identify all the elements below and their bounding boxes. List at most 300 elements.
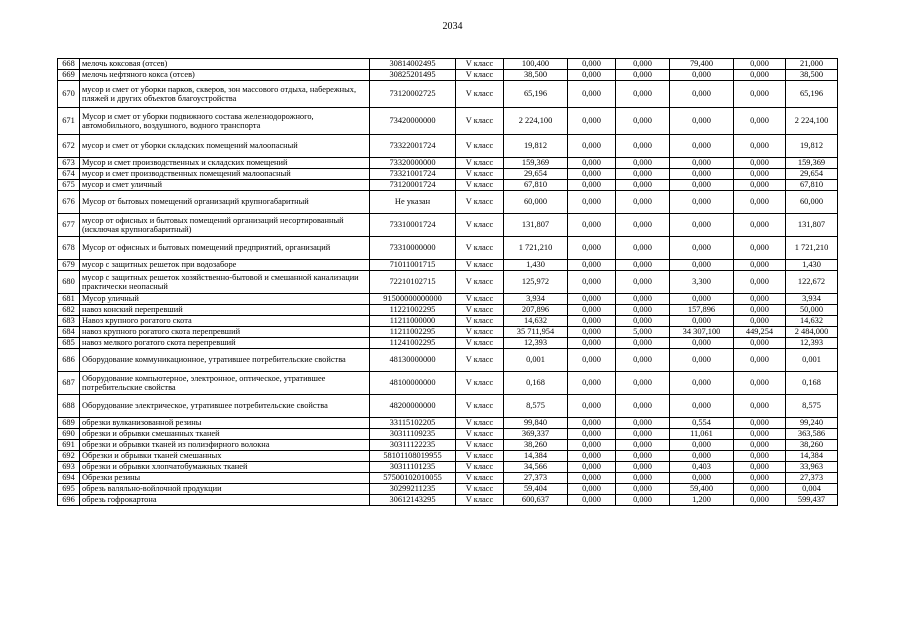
hazard-class-cell: V класс bbox=[456, 108, 504, 135]
hazard-class-cell: V класс bbox=[456, 135, 504, 158]
value-3-cell: 0,000 bbox=[616, 473, 670, 484]
row-number-cell: 669 bbox=[58, 70, 80, 81]
waste-name-cell: обрезки и обрывки хлопчатобумажных тканей bbox=[80, 462, 370, 473]
table-row bbox=[58, 451, 838, 462]
value-3-cell: 0,000 bbox=[616, 484, 670, 495]
table-row bbox=[58, 473, 838, 484]
value-6-cell: 122,672 bbox=[786, 271, 838, 294]
waste-name-cell: мусор и смет от уборки парков, скверов, зон массового отдыха, набережных, пляжей и других объектов благоустройства bbox=[80, 81, 370, 108]
waste-name-cell: Оборудование компьютерное, электронное, оптическое, утратившее потребительские свойства bbox=[80, 372, 370, 395]
value-6-cell: 363,586 bbox=[786, 429, 838, 440]
table-row bbox=[58, 484, 838, 495]
value-4-cell: 0,000 bbox=[670, 316, 734, 327]
value-5-cell: 0,000 bbox=[734, 440, 786, 451]
waste-code-cell: 58101108019955 bbox=[370, 451, 456, 462]
waste-code-cell: 91500000000000 bbox=[370, 294, 456, 305]
value-6-cell: 99,240 bbox=[786, 418, 838, 429]
row-number-cell: 679 bbox=[58, 260, 80, 271]
waste-name-cell: обрезки и обрывки смешанных тканей bbox=[80, 429, 370, 440]
value-1-cell: 12,393 bbox=[504, 338, 568, 349]
waste-code-cell: 33115102205 bbox=[370, 418, 456, 429]
value-4-cell: 0,000 bbox=[670, 440, 734, 451]
row-number-cell: 692 bbox=[58, 451, 80, 462]
value-6-cell: 2 484,000 bbox=[786, 327, 838, 338]
row-number-cell: 696 bbox=[58, 495, 80, 506]
hazard-class-cell: V класс bbox=[456, 473, 504, 484]
waste-name-cell: навоз мелкого рогатого скота перепревший bbox=[80, 338, 370, 349]
value-6-cell: 27,373 bbox=[786, 473, 838, 484]
row-number-cell: 688 bbox=[58, 395, 80, 418]
hazard-class-cell: V класс bbox=[456, 271, 504, 294]
value-3-cell: 0,000 bbox=[616, 158, 670, 169]
row-number-cell: 678 bbox=[58, 237, 80, 260]
value-3-cell: 0,000 bbox=[616, 418, 670, 429]
value-6-cell: 38,500 bbox=[786, 70, 838, 81]
value-3-cell: 0,000 bbox=[616, 294, 670, 305]
waste-name-cell: мусор с защитных решеток при водозаборе bbox=[80, 260, 370, 271]
value-1-cell: 65,196 bbox=[504, 81, 568, 108]
value-1-cell: 29,654 bbox=[504, 169, 568, 180]
value-5-cell: 0,000 bbox=[734, 495, 786, 506]
waste-code-cell: 48130000000 bbox=[370, 349, 456, 372]
value-6-cell: 12,393 bbox=[786, 338, 838, 349]
waste-name-cell: Обрезки и обрывки тканей смешанных bbox=[80, 451, 370, 462]
waste-code-cell: 30814002495 bbox=[370, 59, 456, 70]
value-4-cell: 0,000 bbox=[670, 70, 734, 81]
waste-code-cell: 30311109235 bbox=[370, 429, 456, 440]
value-5-cell: 0,000 bbox=[734, 429, 786, 440]
value-1-cell: 600,637 bbox=[504, 495, 568, 506]
value-3-cell: 0,000 bbox=[616, 451, 670, 462]
table-row bbox=[58, 169, 838, 180]
table-row bbox=[58, 158, 838, 169]
waste-name-cell: Обрезки резины bbox=[80, 473, 370, 484]
value-2-cell: 0,000 bbox=[568, 429, 616, 440]
waste-code-cell: 73310000000 bbox=[370, 237, 456, 260]
value-4-cell: 79,400 bbox=[670, 59, 734, 70]
value-5-cell: 0,000 bbox=[734, 484, 786, 495]
value-4-cell: 0,000 bbox=[670, 395, 734, 418]
value-5-cell: 0,000 bbox=[734, 81, 786, 108]
waste-code-cell: 73321001724 bbox=[370, 169, 456, 180]
waste-name-cell: Оборудование коммуникационное, утратившее потребительские свойства bbox=[80, 349, 370, 372]
waste-code-cell: 73322001724 bbox=[370, 135, 456, 158]
value-5-cell: 0,000 bbox=[734, 59, 786, 70]
row-number-cell: 691 bbox=[58, 440, 80, 451]
table-row bbox=[58, 316, 838, 327]
row-number-cell: 675 bbox=[58, 180, 80, 191]
value-4-cell: 0,000 bbox=[670, 158, 734, 169]
hazard-class-cell: V класс bbox=[456, 70, 504, 81]
row-number-cell: 682 bbox=[58, 305, 80, 316]
waste-name-cell: обрезь гофрокартона bbox=[80, 495, 370, 506]
waste-code-cell: 57500102010055 bbox=[370, 473, 456, 484]
hazard-class-cell: V класс bbox=[456, 327, 504, 338]
hazard-class-cell: V класс bbox=[456, 338, 504, 349]
value-6-cell: 599,437 bbox=[786, 495, 838, 506]
value-2-cell: 0,000 bbox=[568, 495, 616, 506]
value-4-cell: 0,554 bbox=[670, 418, 734, 429]
value-5-cell: 0,000 bbox=[734, 316, 786, 327]
value-2-cell: 0,000 bbox=[568, 462, 616, 473]
value-5-cell: 0,000 bbox=[734, 214, 786, 237]
value-6-cell: 2 224,100 bbox=[786, 108, 838, 135]
value-3-cell: 0,000 bbox=[616, 440, 670, 451]
hazard-class-cell: V класс bbox=[456, 395, 504, 418]
value-1-cell: 59,404 bbox=[504, 484, 568, 495]
value-5-cell: 0,000 bbox=[734, 372, 786, 395]
value-3-cell: 0,000 bbox=[616, 180, 670, 191]
value-3-cell: 0,000 bbox=[616, 169, 670, 180]
value-2-cell: 0,000 bbox=[568, 59, 616, 70]
value-5-cell: 0,000 bbox=[734, 395, 786, 418]
hazard-class-cell: V класс bbox=[456, 349, 504, 372]
value-2-cell: 0,000 bbox=[568, 338, 616, 349]
waste-name-cell: мусор от офисных и бытовых помещений организаций несортированный (исключая крупногабаритный) bbox=[80, 214, 370, 237]
value-6-cell: 0,004 bbox=[786, 484, 838, 495]
value-1-cell: 19,812 bbox=[504, 135, 568, 158]
table-row bbox=[58, 349, 838, 372]
value-2-cell: 0,000 bbox=[568, 108, 616, 135]
value-5-cell: 0,000 bbox=[734, 70, 786, 81]
table-row bbox=[58, 260, 838, 271]
value-6-cell: 60,000 bbox=[786, 191, 838, 214]
row-number-cell: 677 bbox=[58, 214, 80, 237]
row-number-cell: 695 bbox=[58, 484, 80, 495]
value-4-cell: 0,000 bbox=[670, 260, 734, 271]
value-4-cell: 157,896 bbox=[670, 305, 734, 316]
value-1-cell: 159,369 bbox=[504, 158, 568, 169]
value-5-cell: 0,000 bbox=[734, 108, 786, 135]
value-3-cell: 0,000 bbox=[616, 81, 670, 108]
value-4-cell: 0,000 bbox=[670, 214, 734, 237]
value-2-cell: 0,000 bbox=[568, 180, 616, 191]
value-4-cell: 11,061 bbox=[670, 429, 734, 440]
table-row bbox=[58, 305, 838, 316]
waste-name-cell: обрезь валяльно-войлочной продукции bbox=[80, 484, 370, 495]
value-1-cell: 34,566 bbox=[504, 462, 568, 473]
hazard-class-cell: V класс bbox=[456, 429, 504, 440]
row-number-cell: 676 bbox=[58, 191, 80, 214]
value-1-cell: 100,400 bbox=[504, 59, 568, 70]
waste-name-cell: мусор с защитных решеток хозяйственно-бытовой и смешанной канализации практически неопасный bbox=[80, 271, 370, 294]
waste-name-cell: Оборудование электрическое, утратившее потребительские свойства bbox=[80, 395, 370, 418]
value-1-cell: 2 224,100 bbox=[504, 108, 568, 135]
waste-code-cell: 71011001715 bbox=[370, 260, 456, 271]
value-5-cell: 0,000 bbox=[734, 180, 786, 191]
waste-code-cell: 73420000000 bbox=[370, 108, 456, 135]
value-3-cell: 0,000 bbox=[616, 59, 670, 70]
table-row bbox=[58, 70, 838, 81]
waste-code-cell: 73120001724 bbox=[370, 180, 456, 191]
value-1-cell: 60,000 bbox=[504, 191, 568, 214]
value-2-cell: 0,000 bbox=[568, 484, 616, 495]
value-1-cell: 99,840 bbox=[504, 418, 568, 429]
table-row bbox=[58, 214, 838, 237]
waste-name-cell: навоз крупного рогатого скота перепревший bbox=[80, 327, 370, 338]
table-row bbox=[58, 180, 838, 191]
waste-code-cell: 30825201495 bbox=[370, 70, 456, 81]
value-2-cell: 0,000 bbox=[568, 316, 616, 327]
hazard-class-cell: V класс bbox=[456, 305, 504, 316]
value-2-cell: 0,000 bbox=[568, 349, 616, 372]
value-3-cell: 0,000 bbox=[616, 462, 670, 473]
hazard-class-cell: V класс bbox=[456, 462, 504, 473]
value-4-cell: 34 307,100 bbox=[670, 327, 734, 338]
table-row bbox=[58, 271, 838, 294]
value-4-cell: 0,000 bbox=[670, 338, 734, 349]
waste-code-cell: 73310001724 bbox=[370, 214, 456, 237]
waste-name-cell: Мусор от офисных и бытовых помещений предприятий, организаций bbox=[80, 237, 370, 260]
value-5-cell: 0,000 bbox=[734, 305, 786, 316]
value-6-cell: 8,575 bbox=[786, 395, 838, 418]
hazard-class-cell: V класс bbox=[456, 180, 504, 191]
waste-code-cell: 48100000000 bbox=[370, 372, 456, 395]
value-5-cell: 0,000 bbox=[734, 135, 786, 158]
value-5-cell: 449,254 bbox=[734, 327, 786, 338]
value-1-cell: 125,972 bbox=[504, 271, 568, 294]
value-6-cell: 50,000 bbox=[786, 305, 838, 316]
value-6-cell: 65,196 bbox=[786, 81, 838, 108]
value-4-cell: 1,200 bbox=[670, 495, 734, 506]
value-2-cell: 0,000 bbox=[568, 372, 616, 395]
value-2-cell: 0,000 bbox=[568, 271, 616, 294]
value-1-cell: 0,001 bbox=[504, 349, 568, 372]
row-number-cell: 684 bbox=[58, 327, 80, 338]
waste-code-cell: 30612143295 bbox=[370, 495, 456, 506]
value-6-cell: 14,384 bbox=[786, 451, 838, 462]
value-6-cell: 67,810 bbox=[786, 180, 838, 191]
value-1-cell: 38,500 bbox=[504, 70, 568, 81]
value-4-cell: 0,000 bbox=[670, 135, 734, 158]
value-1-cell: 14,632 bbox=[504, 316, 568, 327]
row-number-cell: 687 bbox=[58, 372, 80, 395]
value-2-cell: 0,000 bbox=[568, 260, 616, 271]
waste-code-cell: Не указан bbox=[370, 191, 456, 214]
table-row bbox=[58, 338, 838, 349]
value-5-cell: 0,000 bbox=[734, 349, 786, 372]
value-3-cell: 0,000 bbox=[616, 495, 670, 506]
hazard-class-cell: V класс bbox=[456, 237, 504, 260]
value-2-cell: 0,000 bbox=[568, 395, 616, 418]
value-3-cell: 0,000 bbox=[616, 214, 670, 237]
table-row bbox=[58, 462, 838, 473]
value-5-cell: 0,000 bbox=[734, 271, 786, 294]
value-3-cell: 0,000 bbox=[616, 260, 670, 271]
value-4-cell: 0,000 bbox=[670, 294, 734, 305]
row-number-cell: 668 bbox=[58, 59, 80, 70]
waste-code-cell: 73120002725 bbox=[370, 81, 456, 108]
value-6-cell: 21,000 bbox=[786, 59, 838, 70]
value-3-cell: 0,000 bbox=[616, 372, 670, 395]
value-6-cell: 38,260 bbox=[786, 440, 838, 451]
table-row bbox=[58, 135, 838, 158]
value-3-cell: 0,000 bbox=[616, 135, 670, 158]
table-row bbox=[58, 108, 838, 135]
row-number-cell: 671 bbox=[58, 108, 80, 135]
value-4-cell: 0,000 bbox=[670, 108, 734, 135]
table-row bbox=[58, 429, 838, 440]
table-row bbox=[58, 327, 838, 338]
value-1-cell: 27,373 bbox=[504, 473, 568, 484]
row-number-cell: 683 bbox=[58, 316, 80, 327]
value-3-cell: 5,000 bbox=[616, 327, 670, 338]
value-6-cell: 131,807 bbox=[786, 214, 838, 237]
value-2-cell: 0,000 bbox=[568, 158, 616, 169]
table-row bbox=[58, 294, 838, 305]
value-6-cell: 14,632 bbox=[786, 316, 838, 327]
value-4-cell: 0,000 bbox=[670, 81, 734, 108]
table-row bbox=[58, 395, 838, 418]
value-3-cell: 0,000 bbox=[616, 271, 670, 294]
row-number-cell: 680 bbox=[58, 271, 80, 294]
value-5-cell: 0,000 bbox=[734, 158, 786, 169]
value-3-cell: 0,000 bbox=[616, 316, 670, 327]
hazard-class-cell: V класс bbox=[456, 316, 504, 327]
row-number-cell: 693 bbox=[58, 462, 80, 473]
hazard-class-cell: V класс bbox=[456, 214, 504, 237]
value-3-cell: 0,000 bbox=[616, 305, 670, 316]
value-2-cell: 0,000 bbox=[568, 81, 616, 108]
waste-name-cell: Мусор уличный bbox=[80, 294, 370, 305]
value-4-cell: 59,400 bbox=[670, 484, 734, 495]
waste-name-cell: Мусор и смет от уборки подвижного состава железнодорожного, автомобильного, воздушного, водного транспорта bbox=[80, 108, 370, 135]
value-3-cell: 0,000 bbox=[616, 349, 670, 372]
hazard-class-cell: V класс bbox=[456, 81, 504, 108]
row-number-cell: 689 bbox=[58, 418, 80, 429]
waste-code-cell: 11211000000 bbox=[370, 316, 456, 327]
value-4-cell: 3,300 bbox=[670, 271, 734, 294]
value-6-cell: 33,963 bbox=[786, 462, 838, 473]
value-1-cell: 35 711,954 bbox=[504, 327, 568, 338]
waste-name-cell: Мусор от бытовых помещений организаций крупногабаритный bbox=[80, 191, 370, 214]
value-3-cell: 0,000 bbox=[616, 108, 670, 135]
value-4-cell: 0,000 bbox=[670, 372, 734, 395]
hazard-class-cell: V класс bbox=[456, 260, 504, 271]
waste-name-cell: Мусор и смет производственных и складских помещений bbox=[80, 158, 370, 169]
table-row bbox=[58, 495, 838, 506]
value-5-cell: 0,000 bbox=[734, 191, 786, 214]
row-number-cell: 685 bbox=[58, 338, 80, 349]
value-2-cell: 0,000 bbox=[568, 473, 616, 484]
waste-code-cell: 73320000000 bbox=[370, 158, 456, 169]
value-1-cell: 369,337 bbox=[504, 429, 568, 440]
hazard-class-cell: V класс bbox=[456, 372, 504, 395]
row-number-cell: 694 bbox=[58, 473, 80, 484]
waste-code-cell: 30311122235 bbox=[370, 440, 456, 451]
value-3-cell: 0,000 bbox=[616, 395, 670, 418]
value-1-cell: 207,896 bbox=[504, 305, 568, 316]
value-2-cell: 0,000 bbox=[568, 305, 616, 316]
value-2-cell: 0,000 bbox=[568, 451, 616, 462]
row-number-cell: 674 bbox=[58, 169, 80, 180]
value-3-cell: 0,000 bbox=[616, 191, 670, 214]
table-row bbox=[58, 81, 838, 108]
hazard-class-cell: V класс bbox=[456, 440, 504, 451]
value-2-cell: 0,000 bbox=[568, 237, 616, 260]
waste-code-cell: 72210102715 bbox=[370, 271, 456, 294]
value-4-cell: 0,000 bbox=[670, 237, 734, 260]
value-5-cell: 0,000 bbox=[734, 237, 786, 260]
waste-code-cell: 30299211235 bbox=[370, 484, 456, 495]
value-4-cell: 0,000 bbox=[670, 349, 734, 372]
value-1-cell: 8,575 bbox=[504, 395, 568, 418]
value-1-cell: 38,260 bbox=[504, 440, 568, 451]
hazard-class-cell: V класс bbox=[456, 169, 504, 180]
value-4-cell: 0,000 bbox=[670, 191, 734, 214]
row-number-cell: 672 bbox=[58, 135, 80, 158]
row-number-cell: 681 bbox=[58, 294, 80, 305]
table-row bbox=[58, 372, 838, 395]
value-5-cell: 0,000 bbox=[734, 294, 786, 305]
waste-name-cell: обрезки и обрывки тканей из полиэфирного волокна bbox=[80, 440, 370, 451]
hazard-class-cell: V класс bbox=[456, 191, 504, 214]
value-6-cell: 1,430 bbox=[786, 260, 838, 271]
waste-name-cell: обрезки вулканизованной резины bbox=[80, 418, 370, 429]
waste-name-cell: Навоз крупного рогатого скота bbox=[80, 316, 370, 327]
value-5-cell: 0,000 bbox=[734, 260, 786, 271]
value-2-cell: 0,000 bbox=[568, 440, 616, 451]
value-2-cell: 0,000 bbox=[568, 327, 616, 338]
value-2-cell: 0,000 bbox=[568, 294, 616, 305]
waste-name-cell: мусор и смет производственных помещений малоопасный bbox=[80, 169, 370, 180]
value-4-cell: 0,000 bbox=[670, 473, 734, 484]
value-4-cell: 0,403 bbox=[670, 462, 734, 473]
hazard-class-cell: V класс bbox=[456, 484, 504, 495]
waste-code-cell: 30311101235 bbox=[370, 462, 456, 473]
table-row bbox=[58, 440, 838, 451]
table-row bbox=[58, 237, 838, 260]
value-6-cell: 29,654 bbox=[786, 169, 838, 180]
value-5-cell: 0,000 bbox=[734, 338, 786, 349]
value-4-cell: 0,000 bbox=[670, 451, 734, 462]
value-5-cell: 0,000 bbox=[734, 418, 786, 429]
waste-name-cell: мелочь нефтяного кокса (отсев) bbox=[80, 70, 370, 81]
hazard-class-cell: V класс bbox=[456, 59, 504, 70]
value-6-cell: 19,812 bbox=[786, 135, 838, 158]
value-1-cell: 14,384 bbox=[504, 451, 568, 462]
row-number-cell: 670 bbox=[58, 81, 80, 108]
hazard-class-cell: V класс bbox=[456, 158, 504, 169]
value-2-cell: 0,000 bbox=[568, 70, 616, 81]
waste-table bbox=[57, 58, 838, 506]
value-3-cell: 0,000 bbox=[616, 429, 670, 440]
value-5-cell: 0,000 bbox=[734, 169, 786, 180]
waste-code-cell: 11241002295 bbox=[370, 338, 456, 349]
value-2-cell: 0,000 bbox=[568, 418, 616, 429]
value-3-cell: 0,000 bbox=[616, 70, 670, 81]
value-4-cell: 0,000 bbox=[670, 180, 734, 191]
page-number: 2034 bbox=[442, 21, 463, 32]
waste-name-cell: мелочь коксовая (отсев) bbox=[80, 59, 370, 70]
table-row bbox=[58, 191, 838, 214]
table-row bbox=[58, 418, 838, 429]
value-2-cell: 0,000 bbox=[568, 214, 616, 237]
waste-table-body bbox=[58, 59, 838, 506]
value-5-cell: 0,000 bbox=[734, 462, 786, 473]
value-1-cell: 3,934 bbox=[504, 294, 568, 305]
value-1-cell: 67,810 bbox=[504, 180, 568, 191]
value-2-cell: 0,000 bbox=[568, 191, 616, 214]
hazard-class-cell: V класс bbox=[456, 495, 504, 506]
waste-code-cell: 11221002295 bbox=[370, 305, 456, 316]
table-row bbox=[58, 59, 838, 70]
value-4-cell: 0,000 bbox=[670, 169, 734, 180]
row-number-cell: 690 bbox=[58, 429, 80, 440]
waste-name-cell: мусор и смет уличный bbox=[80, 180, 370, 191]
value-6-cell: 3,934 bbox=[786, 294, 838, 305]
waste-code-cell: 48200000000 bbox=[370, 395, 456, 418]
